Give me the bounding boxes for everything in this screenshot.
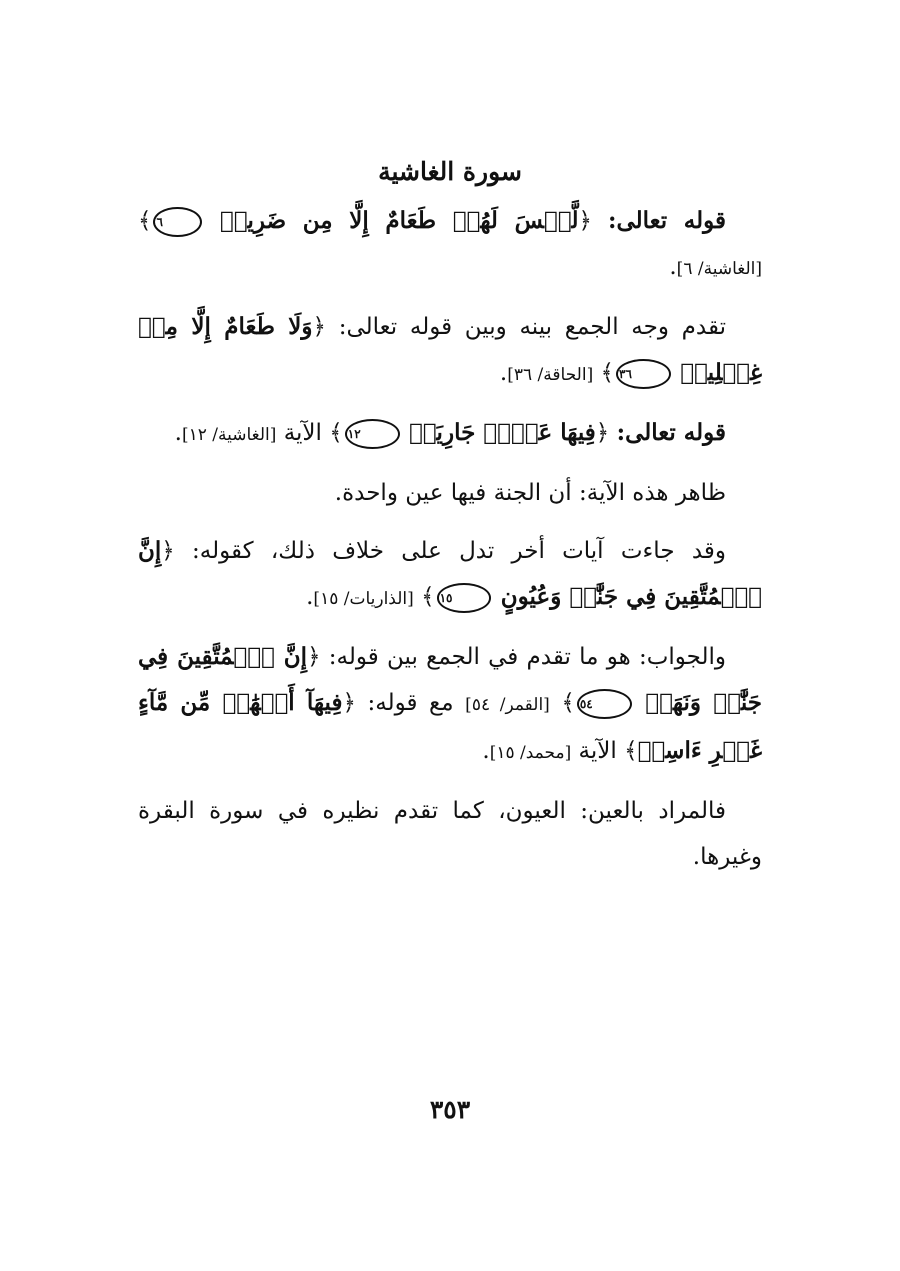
ornate-bracket-open: ﴿ (307, 644, 321, 670)
ayah-number-marker: ٥٤ (577, 689, 632, 719)
sentence-end: . (482, 738, 490, 764)
sentence-end: . (669, 254, 677, 280)
after-verse-text: الآية (283, 420, 322, 446)
body-text: ظاهر هذه الآية: أن الجنة فيها عين واحدة. (334, 480, 726, 506)
paragraph-verse-6 (138, 198, 762, 292)
page-number: ٣٥٣ (429, 1095, 471, 1124)
page-content (138, 150, 762, 892)
body-text: وقد جاءت آيات أخر تدل على خلاف ذلك، كقوله: (192, 538, 726, 564)
paragraph-answer (138, 634, 762, 776)
paragraph-verse-12 (138, 410, 762, 458)
quran-verse: لَّيۡسَ لَهُمۡ طَعَامٌ إِلَّا مِن ضَرِيعٖ (219, 207, 579, 234)
connecting-text: مع قوله: (367, 690, 454, 716)
paragraph-other-verses (138, 528, 762, 622)
ayah-number-marker: ١٢ (345, 419, 400, 449)
verse-reference: [الغاشية/ ١٢] (181, 425, 277, 445)
surah-title: سورة الغاشية (378, 157, 522, 186)
ornate-bracket-close: ﴾ (138, 208, 152, 234)
body-text: والجواب: هو ما تقدم في الجمع بين قوله: (328, 644, 726, 670)
sentence-end: . (174, 420, 182, 446)
after-verse-text: الآية (578, 738, 617, 764)
verse-reference: [الذاريات/ ١٥] (313, 589, 414, 609)
quran-verse: إِنَّ ٱلۡمُتَّقِينَ فِي جَنَّٰتٖ وَعُيُونٍ (138, 537, 762, 610)
sentence-end: . (499, 360, 508, 386)
quran-verse: إِنَّ ٱلۡمُتَّقِينَ فِي جَنَّٰتٖ وَنَهَرٖ (138, 643, 763, 716)
quran-verse: وَلَا طَعَامٌ إِلَّا مِنۡ غِسۡلِينٖ (138, 313, 762, 386)
verse-reference: [الغاشية/ ٦] (676, 259, 762, 279)
body-text: فالمراد بالعين: العيون، كما تقدم نظيره في سورة البقرة وغيرها. (138, 798, 762, 870)
ornate-bracket-close: ﴾ (421, 584, 435, 610)
ayah-number-marker: ٣٦ (616, 359, 671, 389)
verse-reference: [الحاقة/ ٣٦] (507, 365, 594, 385)
paragraph-conclusion (138, 788, 762, 880)
ornate-bracket-close: ﴾ (561, 690, 575, 716)
verse-reference: [القمر/ ٥٤] (465, 695, 550, 715)
quran-verse: فِيهَآ أَنۡهَٰرٞ مِّن مَّآءٍ غَيۡرِ ءَاسِنٖ (138, 689, 762, 764)
ayah-number-marker: ١٥ (437, 583, 492, 613)
ayah-number-marker: ٦ (153, 207, 201, 237)
lead-phrase: قوله تعالى: (607, 207, 727, 234)
ornate-bracket-open: ﴿ (312, 314, 327, 340)
ornate-bracket-open: ﴿ (342, 690, 356, 716)
paragraph-apparent-meaning (138, 470, 762, 516)
ornate-bracket-open: ﴿ (578, 208, 592, 234)
paragraph-haqqa (138, 304, 762, 398)
sentence-end: . (306, 584, 314, 610)
verse-reference: [محمد/ ١٥] (489, 743, 572, 763)
body-text: تقدم وجه الجمع بينه وبين قوله تعالى: (338, 314, 727, 340)
lead-phrase: قوله تعالى: (616, 419, 726, 446)
quran-verse: فِيهَا عَيۡنٞ جَارِيَةٞ (408, 419, 596, 446)
ornate-bracket-close: ﴾ (329, 420, 343, 446)
ornate-bracket-open: ﴿ (161, 538, 175, 564)
ornate-bracket-open: ﴿ (595, 420, 610, 446)
ornate-bracket-close: ﴾ (624, 738, 638, 764)
ornate-bracket-close: ﴾ (600, 360, 614, 386)
